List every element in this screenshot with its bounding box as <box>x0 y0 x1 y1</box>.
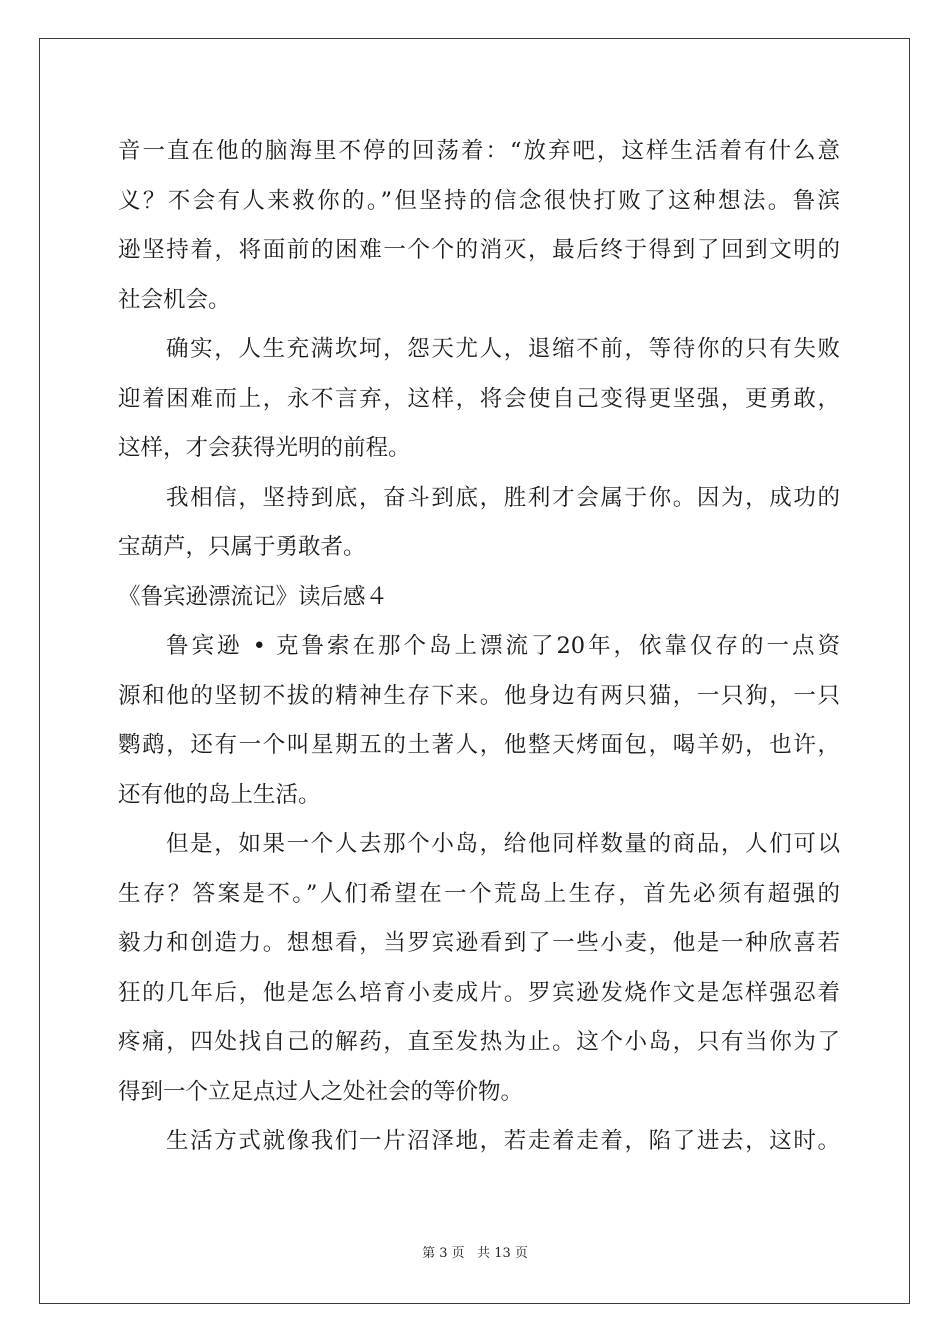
page-footer <box>0 1244 950 1264</box>
text-line: 宝葫芦，只属于勇敢者。 <box>118 534 366 560</box>
text-line: 这样，才会获得光明的前程。 <box>118 435 411 461</box>
text-line: 我相信，坚持到底，奋斗到底，胜利才会属于你。因为，成功的 <box>166 484 840 511</box>
text-line: 鹦鹉，还有一个叫星期五的土著人，他整天烤面包，喝羊奶，也许， <box>118 732 840 758</box>
text-line: 得到一个立足点过人之处社会的等价物。 <box>118 1078 524 1105</box>
text-line: 源和他的坚韧不拔的精神生存下来。他身边有两只猫，一只狗，一只 <box>118 682 840 709</box>
text-line: 生存？答案是不。”人们希望在一个荒岛上生存，首先必须有超强的 <box>118 880 840 907</box>
text-line: 迎着困难而上，永不言弃，这样，将会使自己变得更坚强，更勇敢， <box>118 385 840 412</box>
page-number: 第 3 页 共 13 页 <box>422 1246 528 1261</box>
section-heading: 《鲁宾逊漂流记》读后感４ <box>118 583 389 610</box>
text-line: 鲁宾逊 • 克鲁索在那个岛上漂流了20年，依靠仅存的一点资 <box>166 633 840 659</box>
text-line: 毅力和创造力。想想看，当罗宾逊看到了一些小麦，他是一种欣喜若 <box>118 930 840 956</box>
text-line: 逊坚持着，将面前的困难一个个的消灭，最后终于得到了回到文明的 <box>118 237 840 263</box>
text-line: 社会机会。 <box>118 286 231 313</box>
text-line: 生活方式就像我们一片沼泽地，若走着走着，陷了进去，这时。 <box>166 1128 840 1154</box>
text-line: 但是，如果一个人去那个小岛，给他同样数量的商品，人们可以 <box>166 831 840 857</box>
text-line: 狂的几年后，他是怎么培育小麦成片。罗宾逊发烧作文是怎样强忍着 <box>118 979 840 1006</box>
text-line: 疼痛，四处找自己的解药，直至发热为止。这个小岛，只有当你为了 <box>118 1029 840 1055</box>
text-line: 还有他的岛上生活。 <box>118 781 321 808</box>
text-line: 确实，人生充满坎坷，怨天尤人，退缩不前，等待你的只有失败 <box>166 336 840 362</box>
text-line: 义？不会有人来救你的。”但坚持的信念很快打败了这种想法。鲁滨 <box>118 187 840 214</box>
text-line: 音一直在他的脑海里不停的回荡着：“放弃吧，这样生活着有什么意 <box>118 138 840 164</box>
